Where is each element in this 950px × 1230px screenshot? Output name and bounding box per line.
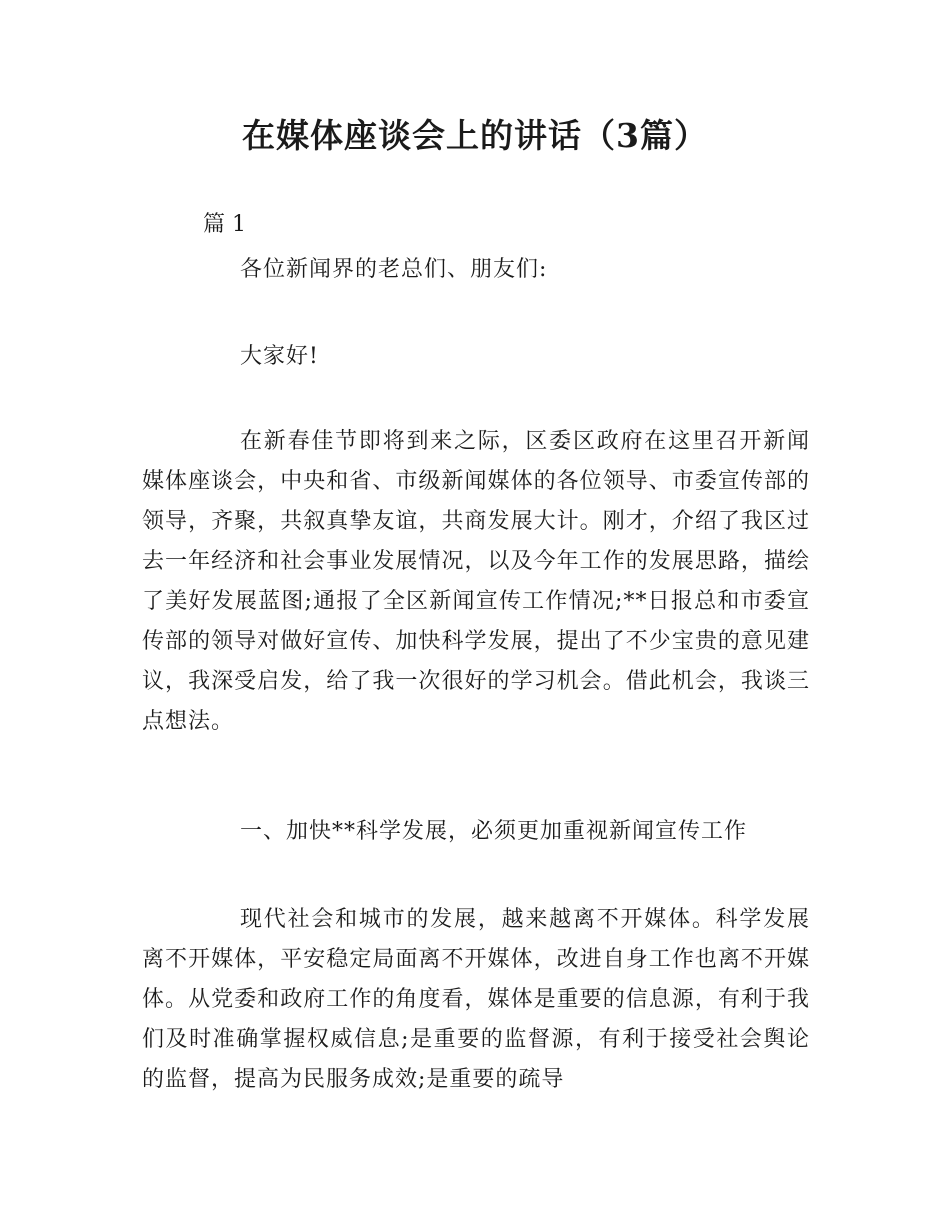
document-title: 在媒体座谈会上的讲话（3篇） bbox=[242, 116, 708, 155]
section-heading: 一、加快**科学发展，必须更加重视新闻宣传工作 bbox=[240, 819, 748, 844]
paragraph: 在新春佳节即将到来之际，区委区政府在这里召开新闻媒体座谈会，中央和省、市级新闻媒体的各位领导、市委宣传部的领导，齐聚，共叙真挚友谊，共商发展大计。刚才，介绍了我区过去一年经济和社会事业发展情况，以及今年工作的发展思路，描绘了美好发展蓝图;通报了全区新闻宣传工作情况;**日报总和市委宣传部的领导对做好宣传、加快科学发展，提出了不少宝贵的意见建议，我深受启发，给了我一次很好的学习机会。借此机会，我谈三点想法。 bbox=[142, 429, 810, 734]
section-label: 篇 1 bbox=[203, 212, 246, 237]
paragraph: 现代社会和城市的发展，越来越离不开媒体。科学发展离不开媒体，平安稳定局面离不开媒体，改进自身工作也离不开媒体。从党委和政府工作的角度看，媒体是重要的信息源，有利于我们及时准确掌握权威信息;是重要的监督源，有利于接受社会舆论的监督，提高为民服务成效;是重要的疏导 bbox=[142, 907, 810, 1092]
hello-line: 大家好! bbox=[240, 344, 319, 369]
greeting-line: 各位新闻界的老总们、朋友们: bbox=[240, 257, 548, 282]
